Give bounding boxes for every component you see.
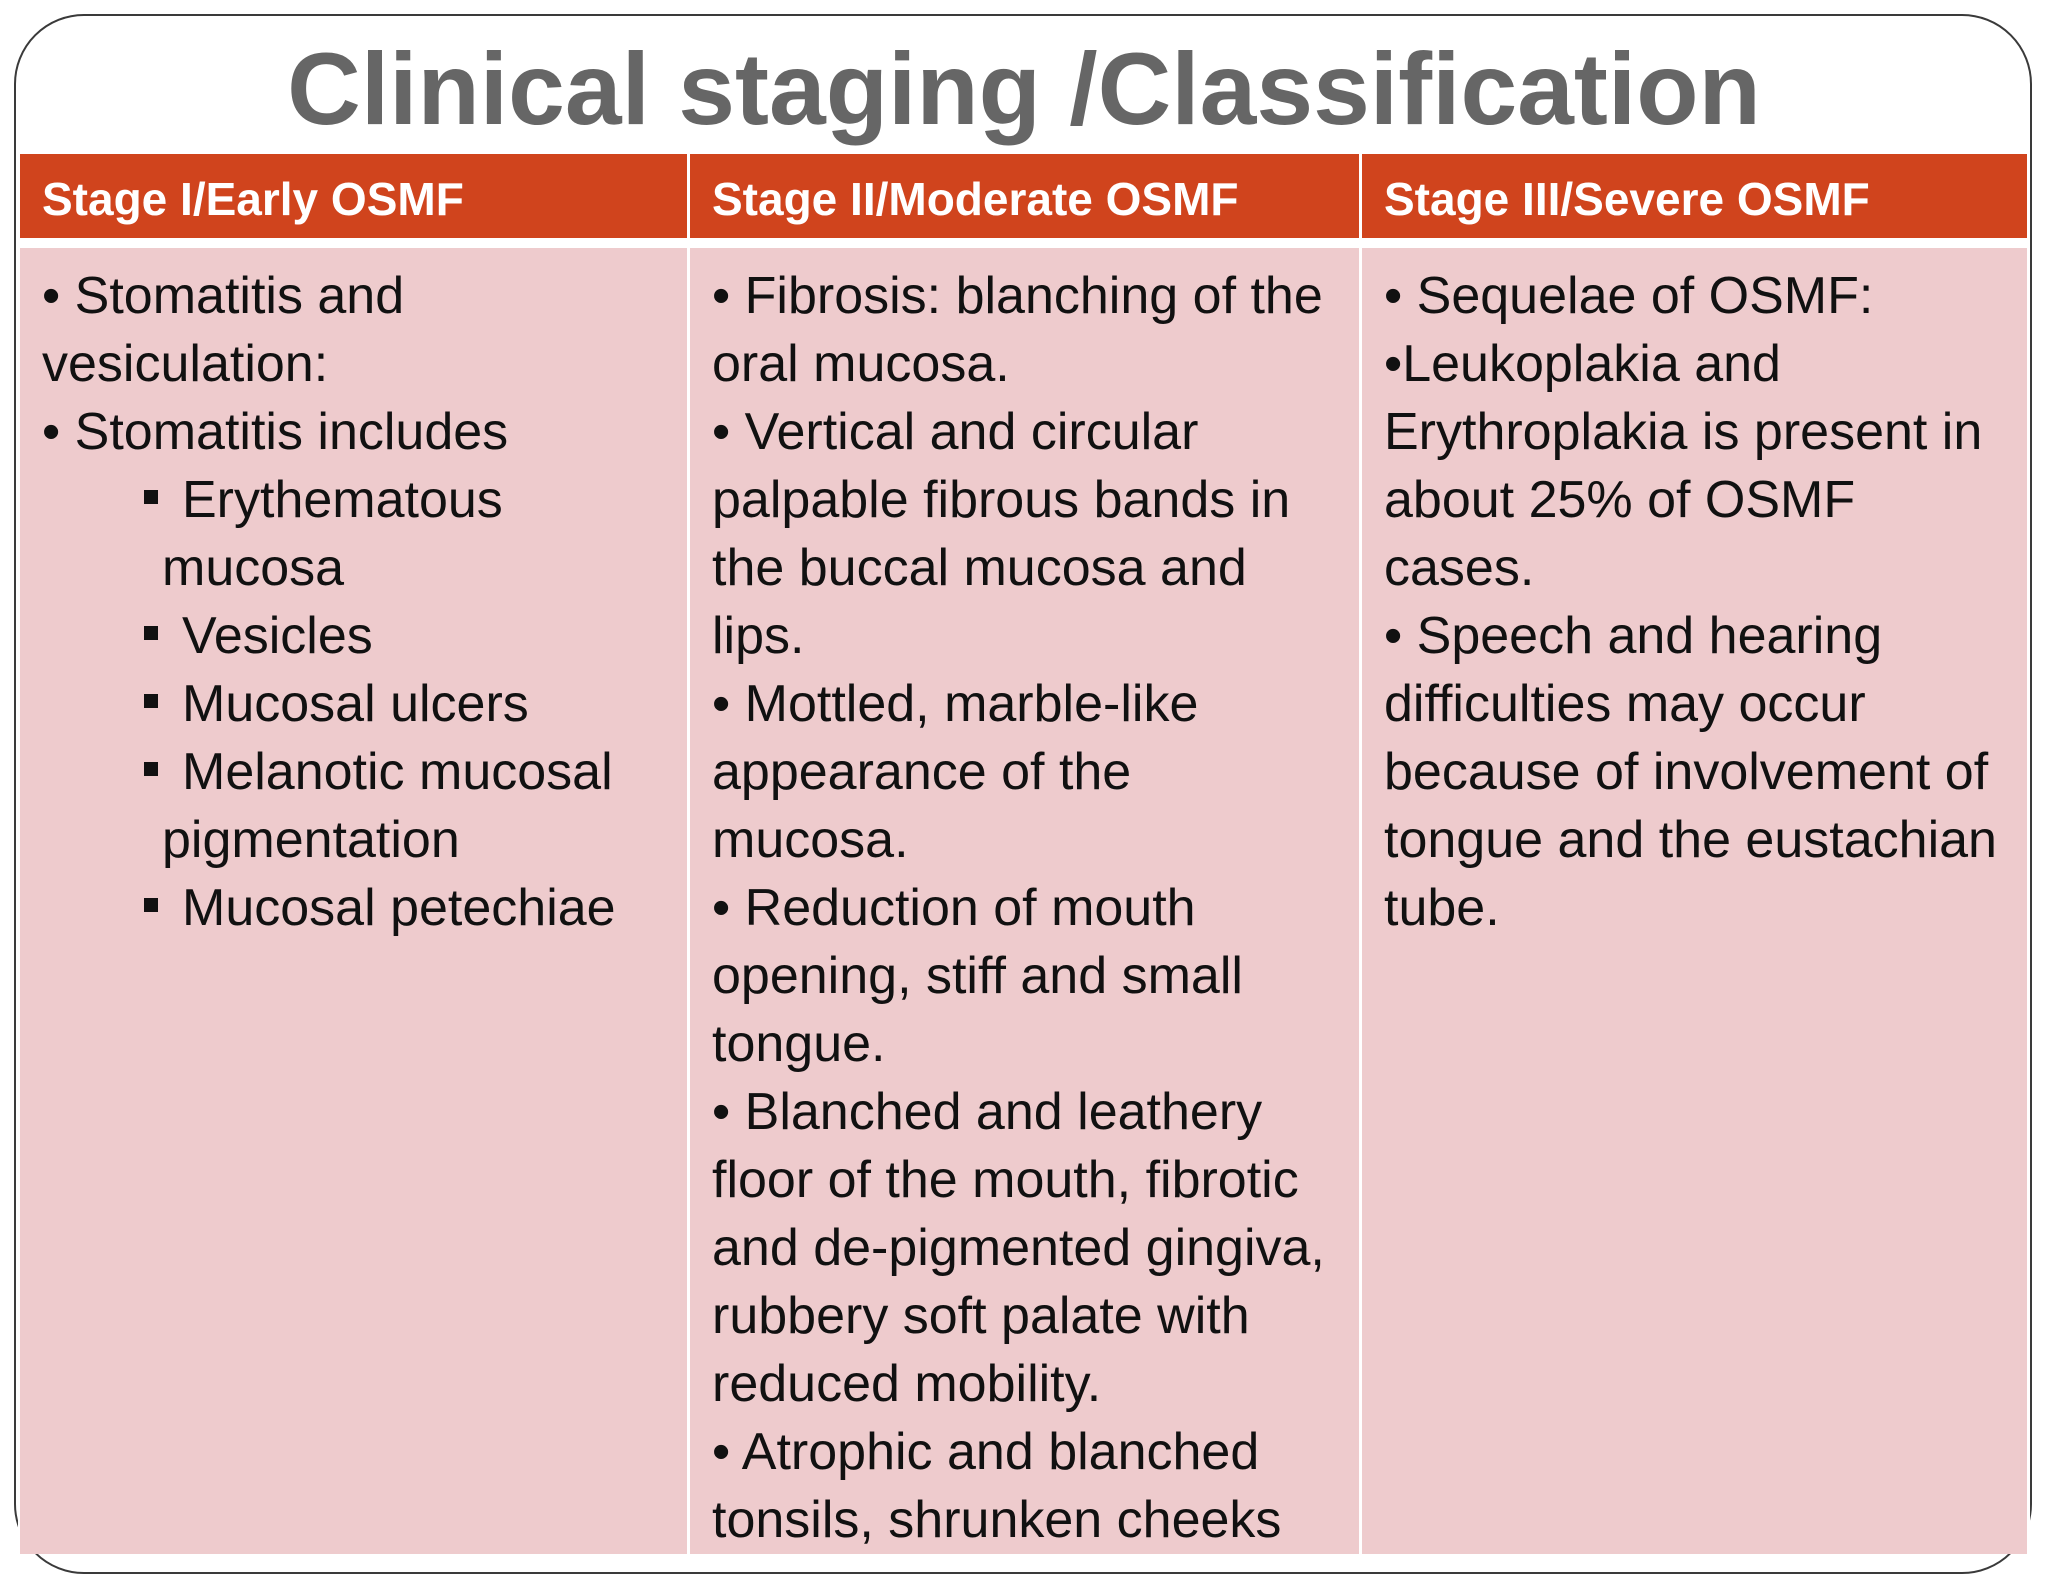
staging-table — [18, 154, 2030, 1554]
sub-list-item-text: Mucosal petechiae — [182, 879, 616, 937]
list-item: • Atrophic and blanched tonsils, shrunken cheeks — [712, 1423, 1282, 1549]
column-header-stage-2: Stage II/Moderate OSMF — [690, 154, 1362, 248]
column-header-stage-3: Stage III/Severe OSMF — [1362, 154, 2030, 248]
square-bullet-icon — [144, 694, 158, 708]
square-bullet-icon — [144, 762, 158, 776]
square-bullet-icon — [144, 490, 158, 504]
list-item: • Speech and hearing difficulties may occur because of involvement of tongue and the eustachian tube. — [1384, 607, 1997, 937]
list-item: • Fibrosis: blanching of the oral mucosa. — [712, 267, 1323, 393]
list-item: •Leukoplakia and Erythroplakia is present in about 25% of OSMF cases. — [1384, 335, 1983, 597]
list-item: • Mottled, marble-like appearance of the mucosa. — [712, 675, 1199, 869]
sub-list-item-text: Vesicles — [182, 607, 373, 665]
list-item: • Sequelae of OSMF: — [1384, 267, 1874, 325]
cell-stage-3 — [1362, 248, 2030, 1554]
list-item: • Stomatitis includes — [42, 403, 509, 461]
square-bullet-icon — [144, 898, 158, 912]
list-item: • Vertical and circular palpable fibrous bands in the buccal mucosa and lips. — [712, 403, 1291, 665]
sub-list-item — [42, 602, 669, 670]
list-item: • Reduction of mouth opening, stiff and small tongue. — [712, 879, 1243, 1073]
list-item: • Blanched and leathery floor of the mouth, fibrotic and de-pigmented gingiva, rubbery soft palate with reduced mobility. — [712, 1083, 1325, 1413]
square-bullet-icon — [144, 626, 158, 640]
cell-stage-2 — [690, 248, 1362, 1554]
column-header-stage-1: Stage I/Early OSMF — [20, 154, 690, 248]
sub-list-item — [42, 874, 669, 942]
slide-title: Clinical staging /Classification — [287, 32, 1761, 146]
sub-list-item — [42, 466, 669, 602]
sub-list-item — [42, 738, 669, 874]
sub-list-item-text: Melanotic mucosal pigmentation — [162, 743, 613, 869]
list-item: • Stomatitis and vesiculation: — [42, 267, 405, 393]
cell-stage-1 — [20, 248, 690, 1554]
sub-list-item — [42, 670, 669, 738]
sub-list-item-text: Erythematous mucosa — [162, 471, 503, 597]
sub-list-item-text: Mucosal ulcers — [182, 675, 529, 733]
